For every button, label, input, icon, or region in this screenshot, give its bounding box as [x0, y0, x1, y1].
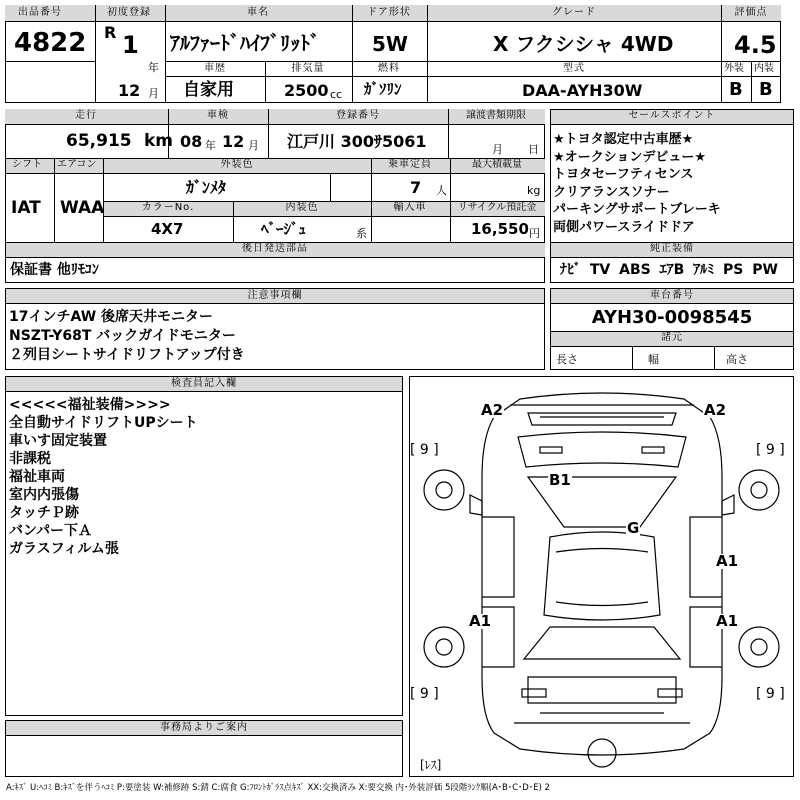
damage-a1-right-lower: A1	[716, 612, 739, 630]
km-unit: km	[144, 131, 174, 151]
model-label: 型式	[563, 63, 585, 74]
specs-dims-label: 諸元	[661, 332, 683, 343]
inspector-line: 非課税	[9, 451, 51, 467]
fuel-label: 燃料	[378, 63, 400, 74]
fuel: ｶﾞｿﾘﾝ	[364, 80, 402, 98]
door-label: ドア形状	[367, 7, 411, 18]
era: R	[104, 23, 117, 42]
displacement-label: 排気量	[291, 63, 325, 74]
damage-a2-front-right: A2	[704, 401, 727, 419]
import-label: 輸入車	[393, 202, 427, 213]
car-name-label: 車名	[247, 7, 269, 18]
selling-points-list	[553, 131, 721, 236]
equipment-label: 純正装備	[650, 243, 694, 254]
later-parts: 保証書 他ﾘﾓｺﾝ	[10, 262, 99, 278]
history: 自家用	[183, 80, 234, 100]
inspection-month: 12	[222, 132, 245, 151]
inspector-line: 全自動サイドリフトUPシート	[9, 415, 198, 431]
damage-a1-right-upper: A1	[716, 552, 739, 570]
mileage-label: 走行	[75, 110, 97, 121]
transfer-day: 日	[528, 143, 539, 156]
car-diagram	[409, 376, 794, 777]
interior-label: 内装	[754, 63, 774, 74]
inspection-month-unit: 月	[248, 139, 259, 152]
model: DAA-AYH30W	[522, 81, 643, 100]
office-label: 事務局よりご案内	[160, 722, 248, 733]
chassis-label: 車台番号	[650, 290, 694, 301]
damage-a1-left-lower: A1	[469, 612, 492, 630]
interior-color: ﾍﾞｰｼﾞｭ	[261, 220, 307, 238]
selling-point: ★オークションデビュー★	[553, 149, 707, 165]
inspector-notes	[9, 396, 198, 558]
spare-tire: [ﾚｽ]	[420, 758, 442, 772]
lot-label: 出品番号	[18, 7, 62, 18]
selling-point: 両側パワースライドドア	[553, 219, 695, 235]
history-label: 車歴	[204, 63, 226, 74]
car-outline	[410, 377, 793, 776]
inspector-line: <<<<<福祉装備>>>>	[9, 397, 171, 413]
selling-point: クリアランスソナー	[553, 184, 670, 200]
score: 4.5	[734, 31, 777, 59]
exterior-label: 外装	[724, 63, 744, 74]
inspector-line: 室内内張傷	[9, 487, 79, 503]
color-label: 外装色	[220, 159, 254, 170]
note-line: 17インチAW 後席天井モニター	[9, 309, 214, 325]
tire-front-right: [ 9 ]	[756, 442, 785, 458]
recycle-unit: 円	[529, 227, 540, 240]
exterior-color: ｶﾞﾝﾒﾀ	[186, 178, 227, 197]
inspector-line: タッチＰ跡	[9, 505, 79, 521]
year-unit: 年	[148, 61, 159, 74]
ac-label: エアコン	[57, 159, 97, 170]
interior-grade: B	[759, 79, 773, 100]
capacity: 7	[410, 178, 422, 197]
inspector-line: 福祉車両	[9, 469, 65, 485]
selling-points-label: セールスポイント	[628, 110, 716, 121]
plate-label: 登録番号	[336, 110, 380, 121]
max-load-label: 最大積載量	[472, 159, 522, 170]
selling-point: パーキングサポートブレーキ	[553, 202, 721, 217]
note-line: ２列目シートサイドリフトアップ付き	[9, 347, 245, 363]
inspection-label: 車検	[207, 110, 229, 121]
tire-rear-left: [ 9 ]	[410, 686, 439, 702]
damage-g-windshield: G	[627, 519, 640, 537]
length-label: 長さ	[556, 353, 578, 366]
note-line: NSZT-Y68T バックガイドモニター	[9, 328, 236, 344]
notes-list	[9, 308, 245, 365]
cc-unit: cc	[330, 88, 343, 101]
car-name: ｱﾙﾌｧｰﾄﾞﾊｲﾌﾞﾘｯﾄﾞ	[170, 31, 320, 55]
max-load-unit: kg	[527, 184, 541, 197]
plate-number: 江戸川 300ｻ5061	[287, 132, 427, 151]
inspection-year: 08	[180, 132, 203, 151]
grade: X フクシシャ 4WD	[493, 32, 674, 56]
shift: IAT	[11, 198, 41, 218]
legend: A:ｷｽﾞ U:ﾍｺﾐ B:ｷｽﾞを伴うﾍｺﾐ P:要塗装 W:補修跡 S:錆 C:腐食 G:ﾌﾛﾝﾄｶﾞﾗｽ点ｷｽﾞ XX:交換済み X:要交換 内･外装評価 5段階ﾗﾝｸ順(A･B･C･D･E) 2	[6, 783, 550, 793]
transfer-label: 譲渡書類期限	[466, 110, 526, 121]
equipment: ﾅﾋﾞ TV ABS ｴｱB ｱﾙﾐ PS PW	[560, 262, 778, 278]
selling-point: ★トヨタ認定中古車歴★	[553, 132, 694, 147]
tire-front-left: [ 9 ]	[410, 442, 439, 458]
door: 5W	[372, 32, 408, 56]
grade-label: グレード	[552, 7, 596, 18]
width-label: 幅	[648, 353, 659, 366]
later-parts-label: 後日発送部品	[242, 243, 308, 254]
color-number: 4X7	[151, 220, 184, 238]
capacity-label: 乗車定員	[388, 159, 432, 170]
inspector-line: 車いす固定装置	[9, 433, 107, 449]
first-reg-month: 12	[118, 81, 141, 100]
transfer-month: 月	[492, 143, 503, 156]
exterior-grade: B	[729, 79, 743, 100]
interior-color-unit: 系	[356, 227, 367, 240]
score-label: 評価点	[734, 7, 768, 18]
chassis-number: AYH30-0098545	[591, 307, 753, 328]
interior-color-label: 内装色	[285, 202, 319, 213]
displacement: 2500	[284, 81, 329, 100]
inspector-line: ガラスフィルム張	[9, 541, 119, 557]
damage-b1-hood: B1	[549, 471, 571, 489]
mileage: 65,915	[66, 131, 132, 151]
height-label: 高さ	[726, 353, 748, 366]
recycle-label: リサイクル預託金	[457, 202, 537, 213]
color-no-label: カラーNo.	[141, 202, 195, 213]
capacity-unit: 人	[436, 184, 447, 197]
inspection-year-unit: 年	[205, 139, 216, 152]
shift-label: シフト	[12, 159, 42, 170]
tire-rear-right: [ 9 ]	[756, 686, 785, 702]
damage-a2-front-left: A2	[481, 401, 504, 419]
recycle-fee: 16,550	[471, 220, 529, 238]
month-unit: 月	[148, 87, 159, 100]
inspector-line: バンパー下Ａ	[9, 523, 93, 539]
first-reg-label: 初度登録	[107, 7, 151, 18]
first-reg-year: 1	[122, 31, 139, 59]
inspector-label: 検査員記入欄	[171, 378, 237, 389]
air-conditioner: WAA	[60, 198, 105, 218]
selling-point: トヨタセーフティセンス	[553, 167, 694, 182]
notes-label: 注意事項欄	[247, 290, 303, 301]
lot-number: 4822	[14, 28, 87, 58]
